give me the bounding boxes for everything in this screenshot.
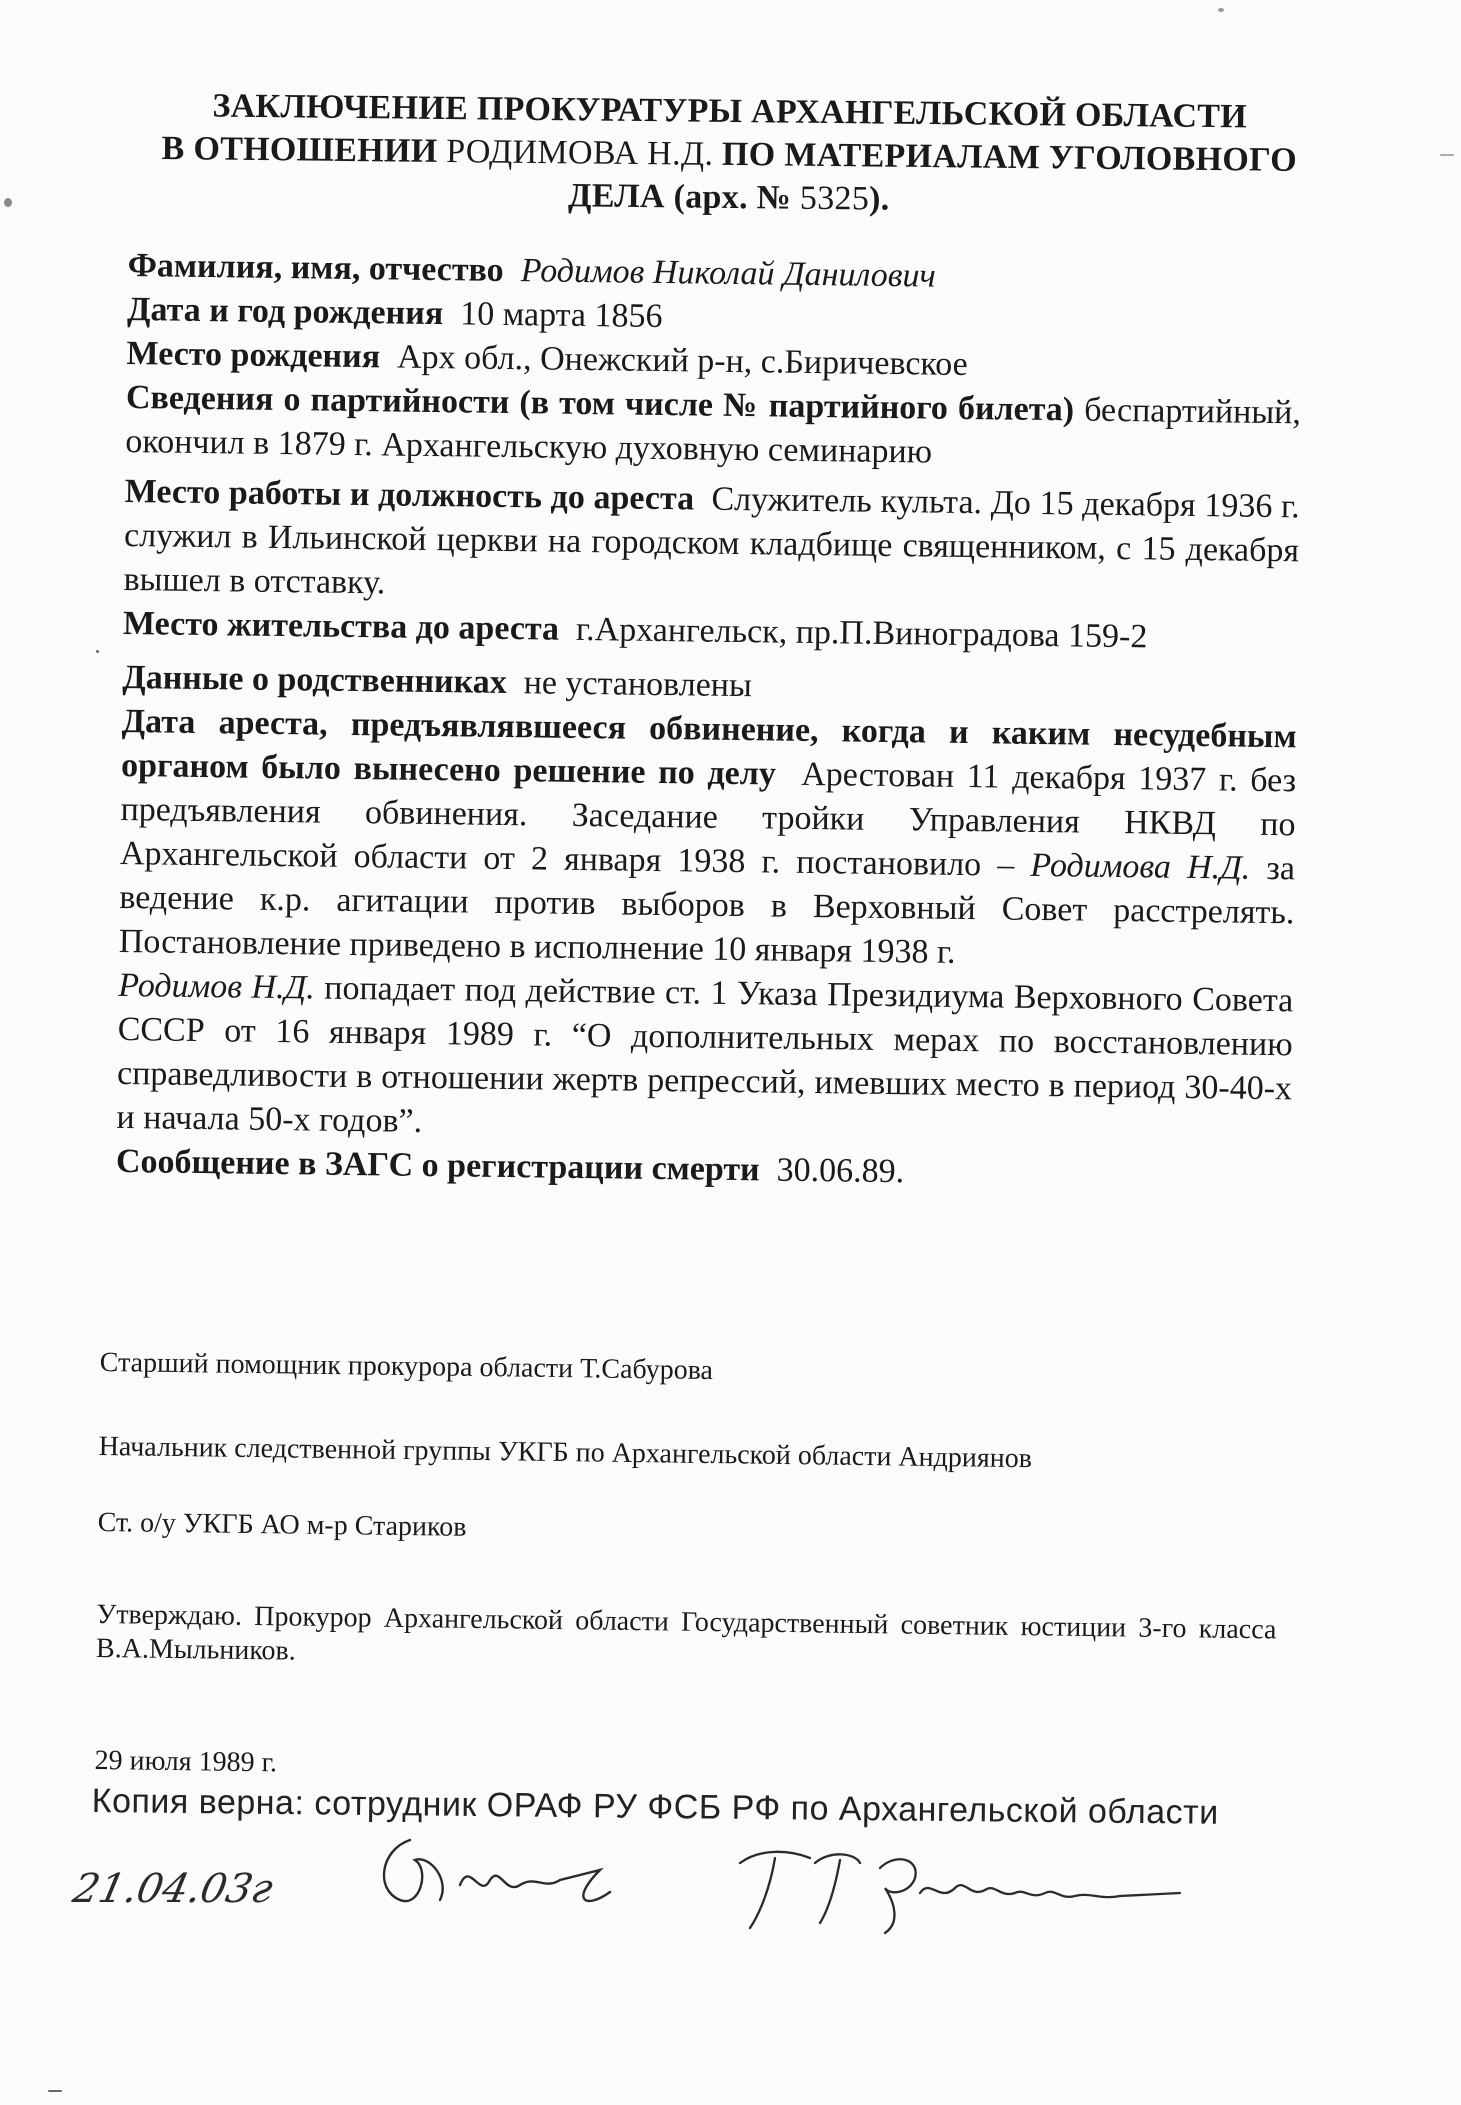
- relatives-value: не установлены: [523, 664, 753, 705]
- rehab-name: Родимов Н.Д.: [118, 966, 315, 1007]
- residence-label: Место жительства до ареста: [122, 604, 560, 648]
- title-line-1: ЗАКЛЮЧЕНИЕ ПРОКУРАТУРЫ АРХАНГЕЛЬСКОЙ ОБЛАСТИ: [212, 87, 1248, 136]
- title-line-3-part-a: ДЕЛА (арх. №: [567, 177, 801, 217]
- arrest-label: Дата ареста, предъявлявшееся обвинение, когда и каким несудебным органом было вынесено решение по делу: [120, 702, 1297, 793]
- signatory-senior-assistant: Старший помощник прокурора области Т.Сабурова: [99, 1346, 714, 1387]
- zags-label: Сообщение в ЗАГС о регистрации смерти: [115, 1142, 760, 1189]
- arrest-value-name: Родимова Н.Д.: [1030, 846, 1251, 887]
- handwritten-date-text: 21.04.03г: [68, 1864, 278, 1912]
- field-arrest: [119, 700, 1297, 979]
- title-line-2-part-b: ПО МАТЕРИАЛАМ УГОЛОВНОГО: [713, 135, 1298, 179]
- residence-value: г.Архангельск, пр.П.Виноградова 159-2: [575, 610, 1148, 656]
- field-party: [125, 376, 1301, 479]
- zags-value: 30.06.89.: [776, 1151, 905, 1191]
- signature-1-stroke: [384, 1840, 610, 1901]
- arrest-value-part-1: Арестован 11 декабря 1937 г. без предъявления обвинения. Заседание тройки Управления НКВД по Архангельской области от 2 января 1938 г. постановило –: [119, 755, 1297, 884]
- approval-statement: Утверждаю. Прокурор Архангельской области Государственный советник юстиции 3-го класса В.А.Мыльников.: [95, 1598, 1277, 1667]
- party-value: беспартийный, окончил в 1879 г. Архангельскую духовную семинарию: [125, 391, 1302, 471]
- signature-2: [720, 1838, 1190, 1953]
- title-line-2-part-a: В ОТНОШЕНИИ: [161, 130, 447, 171]
- field-rehabilitation: [116, 964, 1293, 1155]
- scan-speck: [4, 198, 12, 207]
- signature-2-stroke: [740, 1852, 1180, 1933]
- scan-speck: [1218, 8, 1224, 12]
- signatories-block: [94, 1346, 1280, 1779]
- birthplace-value: Арх обл., Онежский р-н, с.Биричевское: [396, 338, 968, 384]
- document-title: [159, 84, 1300, 225]
- signature-1: [370, 1830, 630, 1925]
- handwritten-date-svg: [68, 1860, 310, 1920]
- field-work: [123, 470, 1300, 617]
- party-label: Сведения о партийности (в том числе № партийного билета): [125, 378, 1075, 429]
- scan-speck: [96, 650, 99, 653]
- birthdate-label: Дата и год рождения: [126, 290, 444, 333]
- title-archive-number: 5325: [799, 179, 870, 218]
- scan-speck: [1440, 154, 1454, 156]
- signature-2-svg: [720, 1838, 1190, 1948]
- fio-label: Фамилия, имя, отчество: [127, 246, 504, 289]
- document-date: 29 июля 1989 г.: [94, 1744, 278, 1779]
- signature-1-svg: [370, 1830, 630, 1920]
- birthdate-value: 10 марта 1856: [459, 295, 663, 336]
- document-body: [116, 244, 1303, 1199]
- relatives-label: Данные о родственниках: [122, 658, 507, 701]
- signatory-officer: Ст. о/у УКГБ АО м-р Стариков: [97, 1506, 467, 1543]
- title-line-3-end: ).: [868, 180, 890, 218]
- copy-certification: Копия верна: сотрудник ОРАФ РУ ФСБ РФ по Архангельской области: [91, 1781, 1219, 1832]
- rehab-text: попадает под действие ст. 1 Указа Президиума Верховного Совета СССР от 16 января 1989 г. “О дополнительных мерах по восстановлению справедливости в отношении жертв репрессий, имевших место в период 30-40-х и начала 50-х годов”.: [116, 969, 1294, 1140]
- scan-speck: [48, 2090, 62, 2092]
- birthplace-label: Место рождения: [126, 334, 381, 376]
- arrest-value-part-2: за ведение к.р. агитации против выборов в Верховный Совет расстрелять. Постановление приведено в исполнение 10 января 1938 г.: [118, 849, 1296, 971]
- work-value: Служитель культа. До 15 декабря 1936 г. служил в Ильинской церкви на городском кладбище священником, с 15 декабря вышел в отставку.: [123, 480, 1300, 602]
- fio-value: Родимов Николай Данилович: [520, 252, 936, 295]
- title-subject-name: РОДИМОВА Н.Д.: [446, 133, 714, 173]
- handwritten-date: [68, 1860, 310, 1925]
- signatory-investigation-head: Начальник следственной группы УКГБ по Архангельской области Андриянов: [98, 1430, 1033, 1475]
- work-label: Место работы и должность до ареста: [124, 472, 695, 518]
